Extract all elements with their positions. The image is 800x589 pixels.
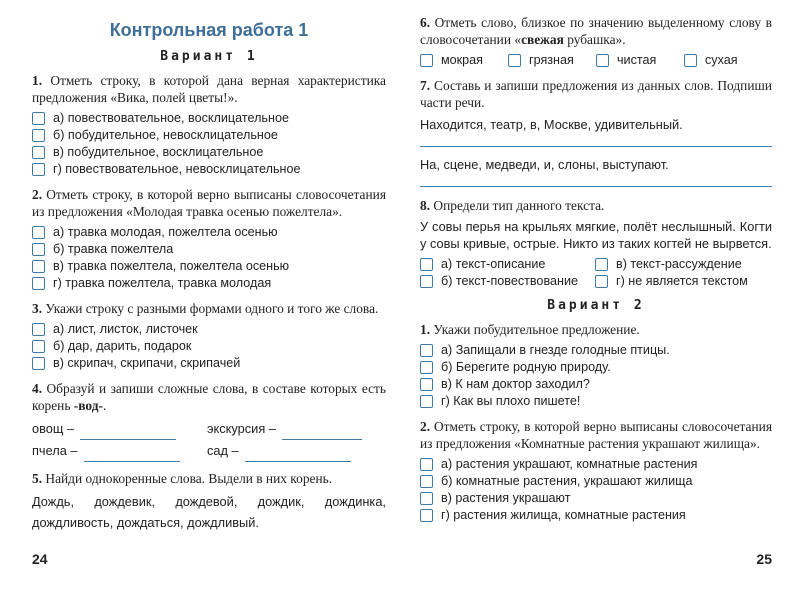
checkbox[interactable]	[32, 146, 45, 159]
page-title: Контрольная работа 1	[109, 20, 309, 40]
answer-option[interactable]: б) побудительное, невосклицательное	[32, 127, 386, 144]
answer-option[interactable]: сухая	[684, 52, 772, 69]
question-text: Отметь строку, в которой дана верная характеристика предложения «Вика, полей цветы!».	[32, 73, 386, 105]
checkbox[interactable]	[420, 54, 433, 67]
checkbox[interactable]	[32, 277, 45, 290]
question-8: 8. Определи тип данного текста. У совы перья на крыльях мягкие, полёт неслышный. Когти у совы кривые, острые. Никто из таких когтей не вырвется. а) текст-описание в) текст-рассуждение б) текст-повествование г) не является текстом	[420, 198, 772, 288]
checkbox[interactable]	[420, 361, 433, 374]
answer-option[interactable]: б) травка пожелтела	[32, 241, 386, 258]
question-text: Составь и запиши предложения из данных слов. Подпиши части речи.	[420, 78, 772, 110]
checkbox[interactable]	[420, 344, 433, 357]
checkbox[interactable]	[595, 275, 608, 288]
answer-option[interactable]: б) Берегите родную природу.	[420, 359, 772, 376]
root-highlight: -вод-	[73, 398, 103, 413]
checkbox[interactable]	[420, 258, 433, 271]
answer-option[interactable]: г) не является текстом	[595, 273, 770, 290]
answer-option[interactable]: грязная	[508, 52, 596, 69]
answer-option[interactable]: в) побудительное, восклицательное	[32, 144, 386, 161]
answer-line[interactable]	[420, 136, 772, 147]
checkbox[interactable]	[32, 243, 45, 256]
passage: У совы перья на крыльях мягкие, полёт неслышный. Когти у совы кривые, острые. Никто из таких когтей не вырвется.	[420, 219, 772, 251]
answer-option[interactable]: в) К нам доктор заходил?	[420, 376, 772, 393]
answer-option[interactable]: а) текст-описание	[420, 256, 595, 273]
answer-option[interactable]: в) травка пожелтела, пожелтела осенью	[32, 258, 386, 275]
highlighted-word: свежая	[521, 32, 564, 47]
answer-option[interactable]: а) растения украшают, комнатные растения	[420, 456, 772, 473]
variant-heading: Вариант 1	[160, 49, 258, 64]
right-page	[400, 0, 800, 589]
question-6: 6. Отметь слово, близкое по значению выделенному слову в словосочетании «свежая рубашка». мокрая грязная чистая сухая	[420, 15, 772, 67]
checkbox[interactable]	[32, 112, 45, 125]
answer-option[interactable]: б) дар, дарить, подарок	[32, 338, 386, 355]
checkbox[interactable]	[420, 458, 433, 471]
variant2-question-2: 2. Отметь строку, в которой верно выписаны словосочетания из предложения «Комнатные растения украшают жилища». а) растения украшают, комнатные растения б) комнатные растения, украшают жилища в) растения украшают г) растения жилища, комнатные растения	[420, 419, 772, 522]
answer-option[interactable]: а) Запищали в гнезде голодные птицы.	[420, 342, 772, 359]
answer-option[interactable]: б) комнатные растения, украшают жилища	[420, 473, 772, 490]
question-text: Укажи строку с разными формами одного и того же слова.	[45, 301, 379, 316]
answer-blank[interactable]	[80, 425, 176, 440]
answer-option[interactable]: г) травка пожелтела, травка молодая	[32, 275, 386, 292]
checkbox[interactable]	[508, 54, 521, 67]
checkbox[interactable]	[420, 378, 433, 391]
answer-option[interactable]: г) повествовательное, невосклицательное	[32, 161, 386, 178]
checkbox[interactable]	[32, 129, 45, 142]
checkbox[interactable]	[420, 492, 433, 505]
word-set: Находится, театр, в, Москве, удивительный.	[420, 117, 683, 132]
checkbox[interactable]	[595, 258, 608, 271]
answer-option[interactable]: чистая	[596, 52, 684, 69]
checkbox[interactable]	[32, 163, 45, 176]
answer-blank[interactable]	[245, 447, 351, 462]
checkbox[interactable]	[420, 509, 433, 522]
answer-option[interactable]: а) повествовательное, восклицательное	[32, 110, 386, 127]
checkbox[interactable]	[420, 275, 433, 288]
question-text: Определи тип данного текста.	[433, 198, 605, 213]
question-text: Укажи побудительное предложение.	[433, 322, 640, 337]
checkbox[interactable]	[32, 226, 45, 239]
answer-blank[interactable]	[84, 447, 180, 462]
variant-heading: Вариант 2	[547, 298, 645, 313]
question-text: Отметь строку, в которой верно выписаны словосочетания из предложения «Молодая травка осенью пожелтела».	[32, 187, 386, 219]
answer-option[interactable]: в) растения украшают	[420, 490, 772, 507]
answer-line[interactable]	[420, 176, 772, 187]
answer-option[interactable]: в) текст-рассуждение	[595, 256, 770, 273]
page-number: 24	[32, 551, 48, 567]
variant2-question-1: 1. Укажи побудительное предложение. а) Запищали в гнезде голодные птицы. б) Берегите родную природу. в) К нам доктор заходил? г) Как вы плохо пишете!	[420, 321, 772, 410]
question-5: 5. Найди однокоренные слова. Выдели в них корень. Дождь, дождевик, дождевой, дождик, дождинка, дождливость, дождаться, дождливый.	[32, 470, 386, 533]
checkbox[interactable]	[684, 54, 697, 67]
question-4: 4. Образуй и запиши сложные слова, в составе которых есть корень -вод-. овощ – экскурсия – пчела – сад –	[32, 380, 386, 462]
checkbox[interactable]	[32, 357, 45, 370]
checkbox[interactable]	[420, 395, 433, 408]
checkbox[interactable]	[32, 323, 45, 336]
answer-option[interactable]: мокрая	[420, 52, 508, 69]
answer-option[interactable]: б) текст-повествование	[420, 273, 595, 290]
checkbox[interactable]	[32, 340, 45, 353]
page-number: 25	[756, 551, 772, 567]
question-7: 7. Составь и запиши предложения из данных слов. Подпиши части речи. Находится, театр, в, Москве, удивительный. На, сцене, медведи, и, слоны, выступают.	[420, 77, 772, 187]
checkbox[interactable]	[596, 54, 609, 67]
checkbox[interactable]	[420, 475, 433, 488]
question-3: 3. Укажи строку с разными формами одного и того же слова. а) лист, листок, листочек б) дар, дарить, подарок в) скрипач, скрипачи, скрипачей	[32, 300, 386, 372]
question-2: 2. Отметь строку, в которой верно выписаны словосочетания из предложения «Молодая травка осенью пожелтела». а) травка молодая, пожелтела осенью б) травка пожелтела в) травка пожелтела, пожелтела осенью г) травка пожелтела, травка молодая	[32, 187, 386, 290]
word-set: На, сцене, медведи, и, слоны, выступают.	[420, 157, 669, 172]
question-text: Отметь строку, в которой верно выписаны словосочетания из предложения «Комнатные растения украшают жилища».	[420, 419, 772, 451]
answer-blank[interactable]	[282, 425, 362, 440]
answer-option[interactable]: а) лист, листок, листочек	[32, 321, 386, 338]
answer-option[interactable]: г) Как вы плохо пишете!	[420, 393, 772, 410]
answer-option[interactable]: в) скрипач, скрипачи, скрипачей	[32, 355, 386, 372]
question-text: Найди однокоренные слова. Выдели в них корень.	[45, 471, 333, 486]
word-list: Дождь, дождевик, дождевой, дождик, дождинка, дождливость, дождаться, дождливый.	[32, 494, 386, 530]
answer-option[interactable]: г) растения жилища, комнатные растения	[420, 507, 772, 524]
question-1: 1. Отметь строку, в которой дана верная характеристика предложения «Вика, полей цветы!». а) повествовательное, восклицательное б) побудительное, невосклицательное в) побудительное, восклицательное г) повествовательное, невосклицательное	[32, 73, 386, 176]
checkbox[interactable]	[32, 260, 45, 273]
answer-option[interactable]: а) травка молодая, пожелтела осенью	[32, 224, 386, 241]
